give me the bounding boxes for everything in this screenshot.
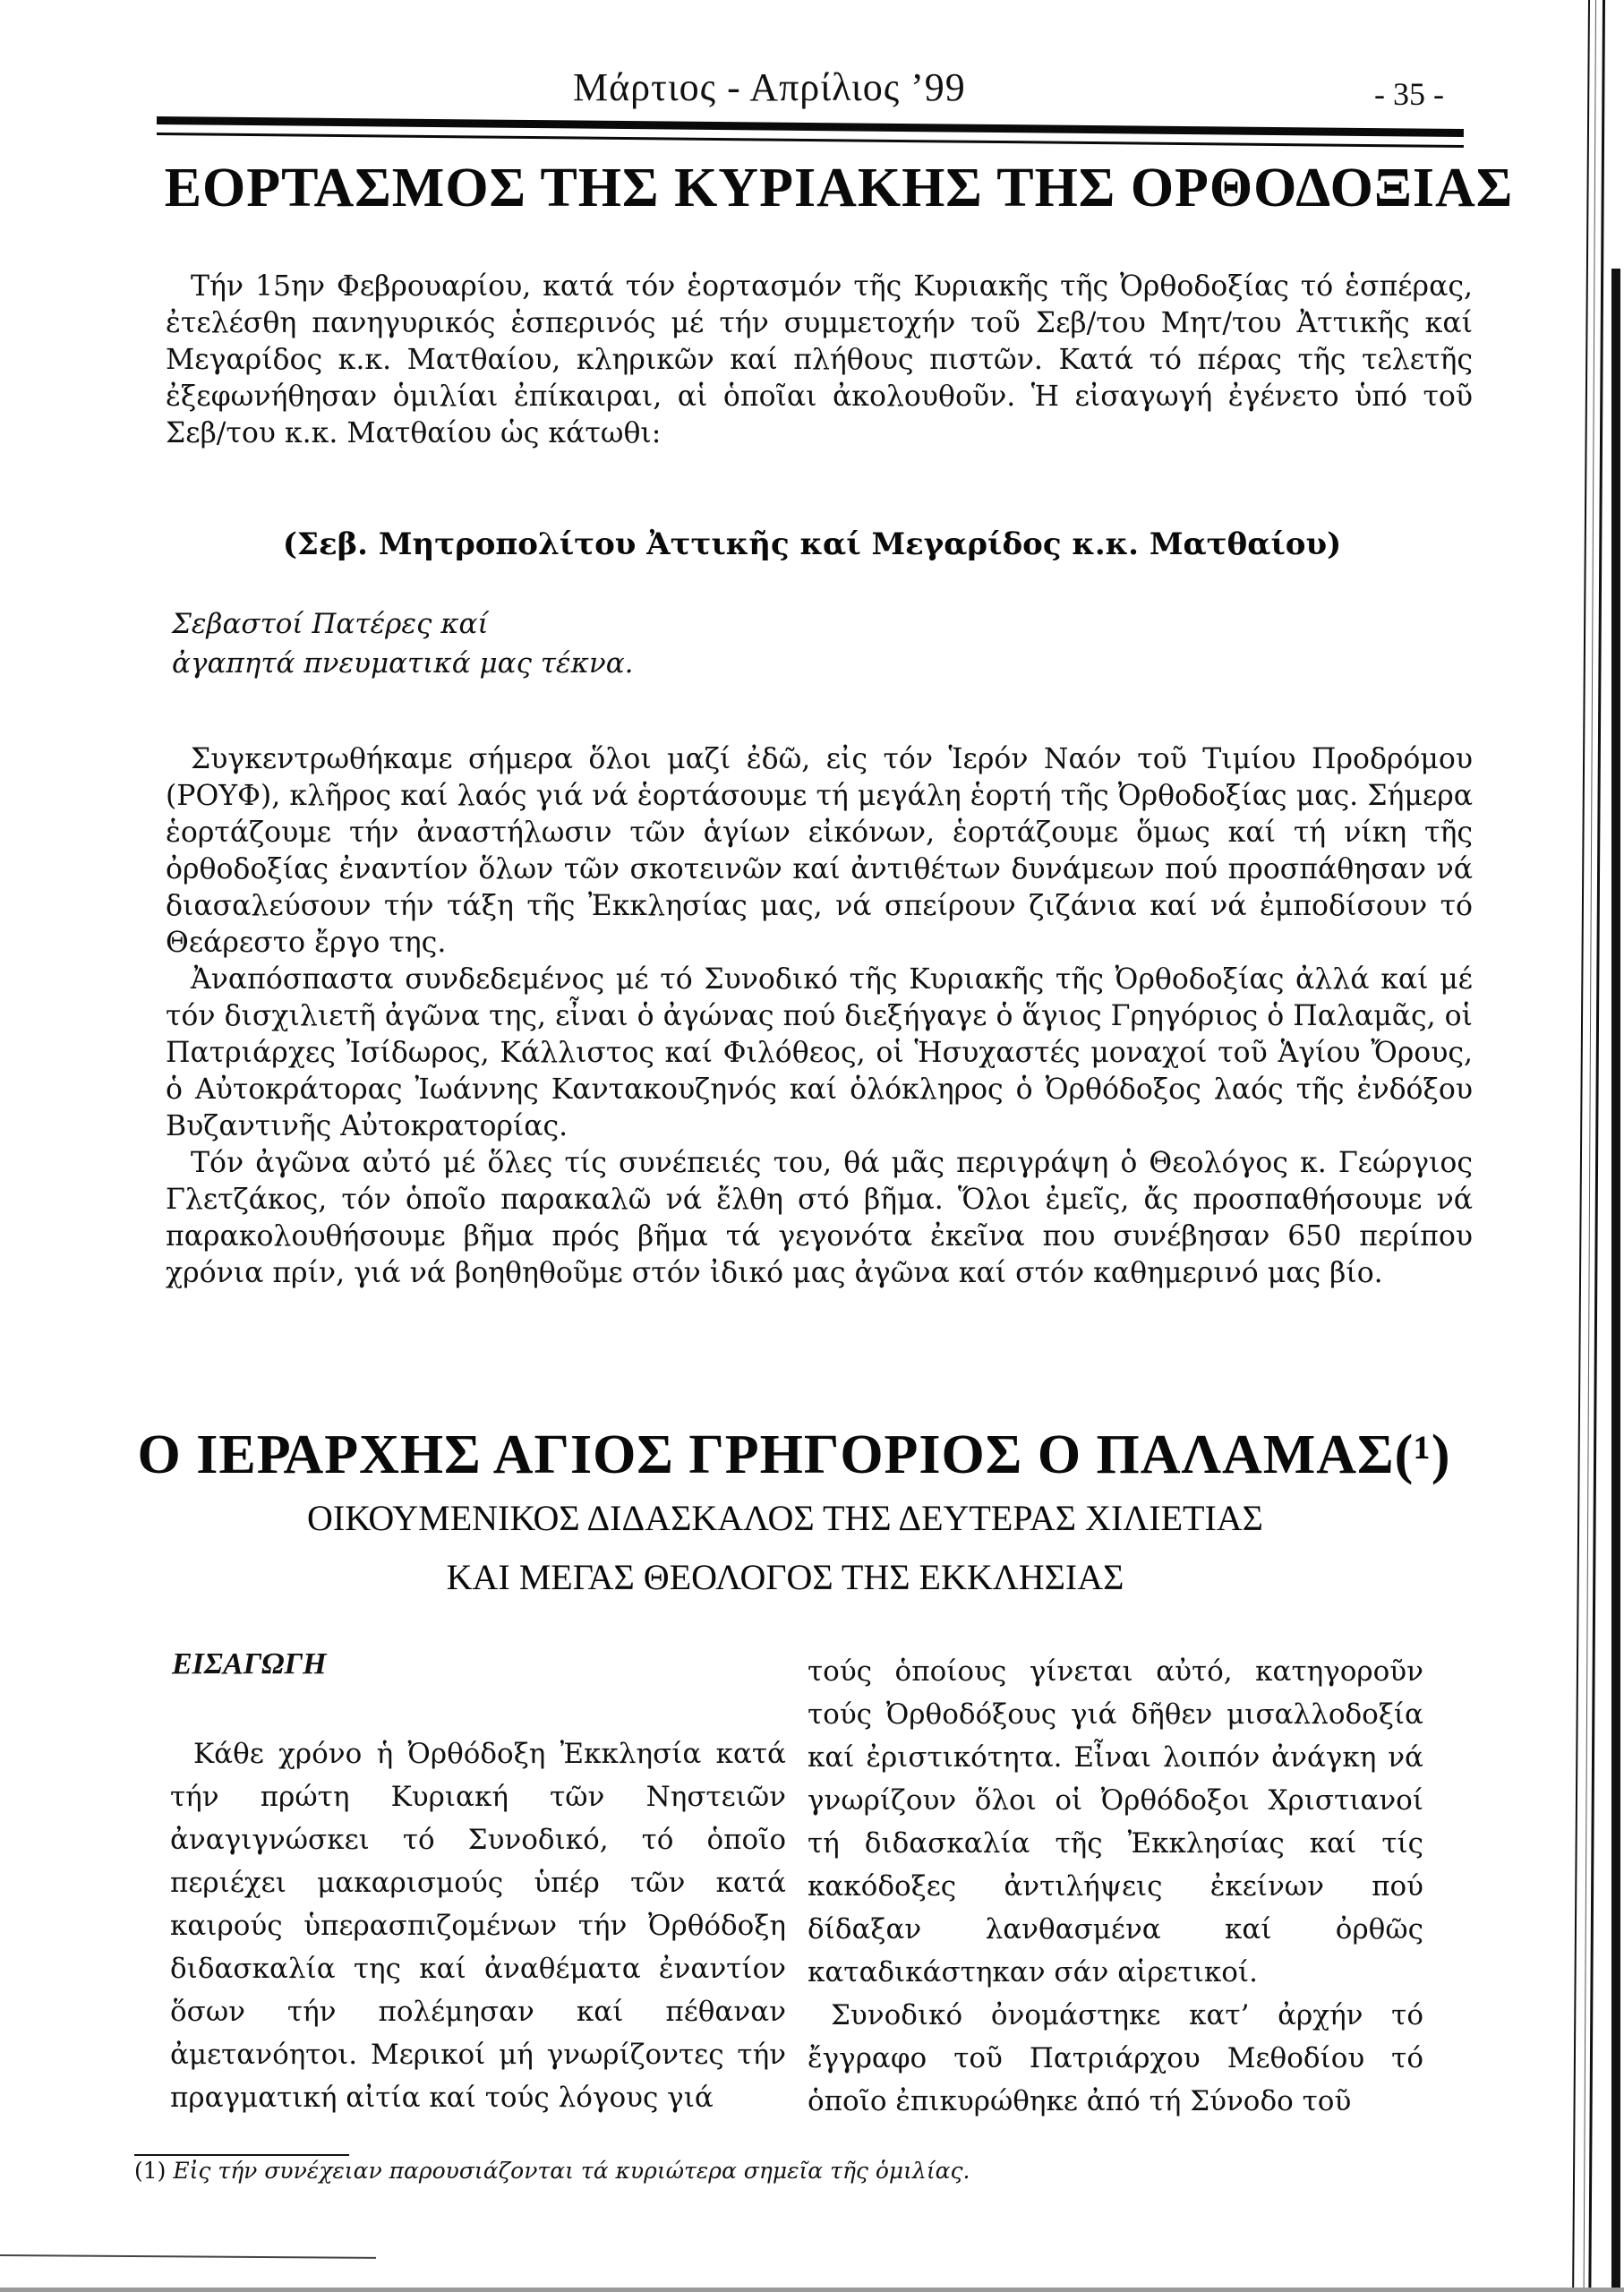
- article2-subtitle: ΟΙΚΟΥΜΕΝΙΚΟΣ ΔΙΔΑΣΚΑΛΟΣ ΤΗΣ ΔΕΥΤΕΡΑΣ ΧΙΛΙΕΤΙΑΣ: [307, 1498, 1263, 1538]
- left-column: [170, 1732, 786, 2119]
- footnote-marker: (1): [134, 2158, 167, 2184]
- article2-subtitle: ΚΑΙ ΜΕΓΑΣ ΘΕΟΛΟΓΟΣ ΤΗΣ ΕΚΚΛΗΣΙΑΣ: [446, 1557, 1124, 1597]
- intro-paragraph: Τήν 15ην Φεβρουαρίου, κατά τόν ἑορτασμόν τῆς Κυριακῆς τῆς Ὀρθοδοξίας τό ἑσπέρας, ἐτελέσθη πανηγυρικός ἑσπερινός μέ τήν συμμετοχήν τοῦ Σεβ/του Μητ/του Ἀττικῆς καί Μεγαρίδος κ.κ. Ματθαίου, κληρικῶν καί πλήθους πιστῶν. Κατά τό πέρας τῆς τελετῆς ἐξεφωνήθησαν ὁμιλίαι ἐπίκαιραι, αἱ ὁποῖαι ἀκολουθοῦν. Ἡ εἰσαγωγή ἐγένετο ὑπό τοῦ Σεβ/του κ.κ. Ματθαίου ὡς κάτωθι:: [166, 270, 1473, 449]
- running-title: Μάρτιος - Απρίλιος ’99: [573, 65, 966, 109]
- speech-paragraph: Ἀναπόσπαστα συνδεδεμένος μέ τό Συνοδικό τῆς Κυριακῆς τῆς Ὀρθοδοξίας ἀλλά καί μέ τόν δισχιλιετῆ ἀγῶνα της, εἶναι ὁ ἀγώνας πού διεξήγαγε ὁ ἅγιος Γρηγόριος ὁ Παλαμᾶς, οἱ Πατριάρχες Ἰσίδωρος, Κάλλιστος καί Φιλόθεος, οἱ Ἡσυχαστές μοναχοί τοῦ Ἁγίου Ὄρους, ὁ Αὐτοκράτορας Ἰωάννης Καντακουζηνός καί ὁλόκληρος ὁ Ὀρθόδοξος λαός τῆς ἐνδόξου Βυζαντινῆς Αὐτοκρατορίας.: [166, 963, 1473, 1142]
- footnote-text: Εἰς τήν συνέχειαν παρουσιάζονται τά κυριώτερα σημεῖα τῆς ὁμιλίας.: [173, 2158, 970, 2184]
- scan-edge-line: [1572, 0, 1590, 2292]
- column-paragraph: Συνοδικό ὀνομάστηκε κατ’ ἀρχήν τό ἔγγραφο τοῦ Πατριάρχου Μεθοδίου τό ὁποῖο ἐπικυρώθηκε ἀπό τή Σύνοδο τοῦ: [808, 1999, 1423, 2117]
- article2-title-text: Ο ΙΕΡΑΡΧΗΣ ΑΓΙΟΣ ΓΡΗΓΟΡΙΟΣ Ο ΠΑΛΑΜΑΣ: [137, 1424, 1395, 1485]
- column-paragraph: Κάθε χρόνο ἡ Ὀρθόδοξη Ἐκκλησία κατά τήν πρώτη Κυριακή τῶν Νηστειῶν ἀναγιγνώσκει τό Συνοδικό, τό ὁποῖο περιέχει μακαρισμούς ὑπέρ τῶν κατά καιρούς ὑπερασπιζομένων τήν Ὀρθόδοξη διδασκαλία της καί ἀναθέματα ἐναντίον ὅσων τήν πολέμησαν καί πέθαναν ἀμετανόητοι. Μερικοί μή γνωρίζοντες τήν πραγματική αἰτία καί τούς λόγους γιά: [170, 1738, 786, 2114]
- section-heading: ΕΙΣΑΓΩΓΗ: [172, 1647, 327, 1681]
- page-number: - 35 -: [1374, 76, 1444, 112]
- greeting-line: ἀγαπητά πνευματικά μας τέκνα.: [172, 647, 634, 680]
- scan-edge-line: [1588, 0, 1605, 2292]
- greeting-line: Σεβαστοί Πατέρες καί: [172, 608, 489, 640]
- article-title: ΕΟΡΤΑΣΜΟΣ ΤΗΣ ΚΥΡΙΑΚΗΣ ΤΗΣ ΟΡΘΟΔΟΞΙΑΣ: [164, 158, 1514, 218]
- footnote-rule: [134, 2154, 349, 2156]
- speech-paragraph: Τόν ἀγῶνα αὐτό μέ ὅλες τίς συνέπειές του, θά μᾶς περιγράψη ὁ Θεολόγος κ. Γεώργιος Γλετζάκος, τόν ὁποῖο παρακαλῶ νά ἔλθη στό βῆμα. Ὅλοι ἐμεῖς, ἄς προσπαθήσουμε νά παρακολουθήσουμε βῆμα πρός βῆμα τά γεγονότα ἐκεῖνα που συνέβησαν 650 περίπου χρόνια πρίν, γιά νά βοηθηθοῦμε στόν ἰδικό μας ἀγῶνα καί στόν καθημερινό μας βίο.: [166, 1147, 1473, 1289]
- speech-body: [166, 741, 1473, 1292]
- column-paragraph: τούς ὁποίους γίνεται αὐτό, κατηγοροῦν τούς Ὀρθοδόξους γιά δῆθεν μισαλλοδοξία καί ἐριστικότητα. Εἶναι λοιπόν ἀνάγκη νά γνωρίζουν ὅλοι οἱ Ὀρθόδοξοι Χριστιανοί τή διδασκαλία τῆς Ἐκκλησίας καί τίς κακόδοξες ἀντιλήψεις ἐκείνων πού δίδαξαν λανθασμένα καί ὀρθῶς καταδικάστηκαν σάν αἱρετικοί.: [808, 1655, 1423, 1988]
- article2-title: [0, 1424, 1606, 1487]
- speech-paragraph: Συγκεντρωθήκαμε σήμερα ὅλοι μαζί ἐδῶ, εἰς τόν Ἱερόν Ναόν τοῦ Τιμίου Προδρόμου (ΡΟΥΦ), κλῆρος καί λαός γιά νά ἑορτάσουμε τή μεγάλη ἑορτή τῆς Ὀρθοδοξίας μας. Σήμερα ἑορτάζουμε τήν ἀναστήλωσιν τῶν ἁγίων εἰκόνων, ἑορτάζουμε ὅμως καί τή νίκη τῆς ὀρθοδοξίας ἐναντίον ὅλων τῶν σκοτεινῶν καί ἀντιθέτων δυνάμεων πού προσπάθησαν νά διασαλεύσουν τήν τάξη τῆς Ἐκκλησίας μας, νά σπείρουν ζιζάνια καί νά ἐμποδίσουν τό Θεάρεστο ἔργο της.: [166, 743, 1473, 959]
- running-header: [0, 64, 1624, 118]
- footnote-reference: (¹): [1394, 1424, 1451, 1485]
- right-column: [808, 1650, 1423, 2123]
- scan-bottom-edge: [0, 2288, 1624, 2292]
- scan-bottom-artifact: [0, 2254, 376, 2259]
- article-intro: [166, 269, 1473, 452]
- speech-greeting: [172, 604, 634, 683]
- speaker-byline: (Σεβ. Μητροπολίτου Ἀττικῆς καί Μεγαρίδος κ.κ. Ματθαίου): [282, 526, 1342, 562]
- scan-edge-shadow: [1611, 269, 1620, 2292]
- footnote: [134, 2158, 970, 2184]
